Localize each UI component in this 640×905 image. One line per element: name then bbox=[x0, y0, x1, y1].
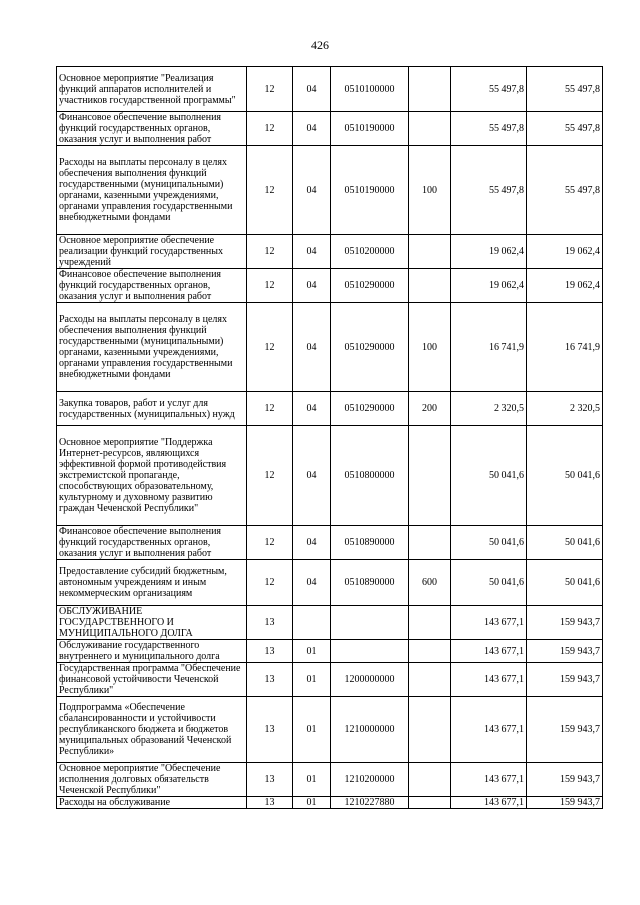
amount-year1-cell: 50 041,6 bbox=[451, 560, 527, 606]
section-code-cell: 13 bbox=[247, 640, 293, 663]
table-row bbox=[57, 426, 603, 526]
expense-type-cell: 100 bbox=[409, 303, 451, 392]
expense-type-cell: 600 bbox=[409, 560, 451, 606]
expense-type-cell bbox=[409, 426, 451, 526]
subsection-code-cell: 01 bbox=[293, 697, 331, 763]
section-code-cell: 13 bbox=[247, 663, 293, 697]
row-name-cell: Основное мероприятие обеспечение реализации функций государственных учреждений bbox=[57, 235, 247, 269]
target-article-cell bbox=[331, 640, 409, 663]
subsection-code-cell: 04 bbox=[293, 146, 331, 235]
page-number: 426 bbox=[311, 38, 329, 52]
amount-year1-cell: 55 497,8 bbox=[451, 146, 527, 235]
section-code-cell: 13 bbox=[247, 697, 293, 763]
budget-table bbox=[56, 66, 603, 809]
row-name-cell: Финансовое обеспечение выполнения функций государственных органов, оказания услуг и выполнения работ bbox=[57, 112, 247, 146]
amount-year1-cell: 50 041,6 bbox=[451, 526, 527, 560]
section-code-cell: 12 bbox=[247, 112, 293, 146]
expense-type-cell bbox=[409, 235, 451, 269]
subsection-code-cell: 04 bbox=[293, 392, 331, 426]
amount-year1-cell: 143 677,1 bbox=[451, 606, 527, 640]
target-article-cell: 0510890000 bbox=[331, 526, 409, 560]
expense-type-cell bbox=[409, 269, 451, 303]
table-row bbox=[57, 763, 603, 797]
amount-year2-cell: 159 943,7 bbox=[527, 640, 603, 663]
section-code-cell: 12 bbox=[247, 303, 293, 392]
row-name-cell: Обслуживание государственного внутреннего и муниципального долга bbox=[57, 640, 247, 663]
row-name-cell: Основное мероприятие "Реализация функций аппаратов исполнителей и участников государственной программы" bbox=[57, 67, 247, 112]
table-row bbox=[57, 606, 603, 640]
section-code-cell: 12 bbox=[247, 235, 293, 269]
amount-year2-cell: 19 062,4 bbox=[527, 235, 603, 269]
amount-year2-cell: 159 943,7 bbox=[527, 763, 603, 797]
table-row bbox=[57, 560, 603, 606]
amount-year2-cell: 159 943,7 bbox=[527, 797, 603, 809]
table-row bbox=[57, 303, 603, 392]
table-row bbox=[57, 697, 603, 763]
amount-year1-cell: 55 497,8 bbox=[451, 67, 527, 112]
section-code-cell: 13 bbox=[247, 763, 293, 797]
subsection-code-cell: 01 bbox=[293, 763, 331, 797]
target-article-cell: 0510800000 bbox=[331, 426, 409, 526]
section-code-cell: 13 bbox=[247, 797, 293, 809]
target-article-cell: 0510190000 bbox=[331, 112, 409, 146]
expense-type-cell bbox=[409, 640, 451, 663]
table-row bbox=[57, 112, 603, 146]
subsection-code-cell: 01 bbox=[293, 797, 331, 809]
subsection-code-cell: 04 bbox=[293, 560, 331, 606]
amount-year2-cell: 55 497,8 bbox=[527, 112, 603, 146]
target-article-cell: 0510100000 bbox=[331, 67, 409, 112]
section-code-cell: 12 bbox=[247, 269, 293, 303]
subsection-code-cell: 04 bbox=[293, 303, 331, 392]
target-article-cell: 1210200000 bbox=[331, 763, 409, 797]
row-name-cell: Закупка товаров, работ и услуг для государственных (муниципальных) нужд bbox=[57, 392, 247, 426]
target-article-cell: 0510200000 bbox=[331, 235, 409, 269]
expense-type-cell bbox=[409, 526, 451, 560]
subsection-code-cell: 01 bbox=[293, 663, 331, 697]
amount-year2-cell: 159 943,7 bbox=[527, 663, 603, 697]
row-name-cell: Расходы на выплаты персоналу в целях обеспечения выполнения функций государственными (муниципальными) органами, казенными учреждениями, органами управления государственными внебюджетными фондами bbox=[57, 303, 247, 392]
amount-year2-cell: 159 943,7 bbox=[527, 697, 603, 763]
expense-type-cell bbox=[409, 797, 451, 809]
section-code-cell: 12 bbox=[247, 146, 293, 235]
amount-year1-cell: 2 320,5 bbox=[451, 392, 527, 426]
section-code-cell: 12 bbox=[247, 560, 293, 606]
amount-year1-cell: 19 062,4 bbox=[451, 269, 527, 303]
expense-type-cell bbox=[409, 697, 451, 763]
table-row bbox=[57, 526, 603, 560]
amount-year1-cell: 16 741,9 bbox=[451, 303, 527, 392]
amount-year2-cell: 19 062,4 bbox=[527, 269, 603, 303]
target-article-cell: 0510290000 bbox=[331, 269, 409, 303]
subsection-code-cell: 04 bbox=[293, 235, 331, 269]
target-article-cell: 1200000000 bbox=[331, 663, 409, 697]
row-name-cell: Предоставление субсидий бюджетным, автономным учреждениям и иным некоммерческим организациям bbox=[57, 560, 247, 606]
amount-year2-cell: 55 497,8 bbox=[527, 67, 603, 112]
amount-year1-cell: 19 062,4 bbox=[451, 235, 527, 269]
table-row bbox=[57, 235, 603, 269]
target-article-cell: 0510290000 bbox=[331, 392, 409, 426]
amount-year1-cell: 50 041,6 bbox=[451, 426, 527, 526]
amount-year1-cell: 143 677,1 bbox=[451, 763, 527, 797]
amount-year1-cell: 143 677,1 bbox=[451, 663, 527, 697]
amount-year2-cell: 50 041,6 bbox=[527, 526, 603, 560]
expense-type-cell bbox=[409, 67, 451, 112]
amount-year2-cell: 16 741,9 bbox=[527, 303, 603, 392]
expense-type-cell: 200 bbox=[409, 392, 451, 426]
amount-year2-cell: 50 041,6 bbox=[527, 426, 603, 526]
amount-year2-cell: 2 320,5 bbox=[527, 392, 603, 426]
row-name-cell: Подпрограмма «Обеспечение сбалансированности и устойчивости республиканского бюджета и бюджетов муниципальных образований Чеченской Республики» bbox=[57, 697, 247, 763]
subsection-code-cell: 04 bbox=[293, 426, 331, 526]
expense-type-cell bbox=[409, 663, 451, 697]
table-row bbox=[57, 67, 603, 112]
row-name-cell: Основное мероприятие "Поддержка Интернет-ресурсов, являющихся эффективной формой противодействия экстремистской пропаганде, способствующих образовательному, культурному и духовному развитию граждан Чеченской Республики" bbox=[57, 426, 247, 526]
section-code-cell: 12 bbox=[247, 392, 293, 426]
expense-type-cell bbox=[409, 112, 451, 146]
expense-type-cell bbox=[409, 763, 451, 797]
amount-year2-cell: 159 943,7 bbox=[527, 606, 603, 640]
expense-type-cell bbox=[409, 606, 451, 640]
budget-table-body bbox=[57, 67, 603, 809]
row-name-cell: Финансовое обеспечение выполнения функций государственных органов, оказания услуг и выполнения работ bbox=[57, 269, 247, 303]
row-name-cell: ОБСЛУЖИВАНИЕ ГОСУДАРСТВЕННОГО И МУНИЦИПАЛЬНОГО ДОЛГА bbox=[57, 606, 247, 640]
row-name-cell: Расходы на выплаты персоналу в целях обеспечения выполнения функций государственными (муниципальными) органами, казенными учреждениями, органами управления государственными внебюджетными фондами bbox=[57, 146, 247, 235]
table-row bbox=[57, 269, 603, 303]
target-article-cell: 1210227880 bbox=[331, 797, 409, 809]
table-row bbox=[57, 663, 603, 697]
target-article-cell bbox=[331, 606, 409, 640]
table-row bbox=[57, 392, 603, 426]
subsection-code-cell: 04 bbox=[293, 269, 331, 303]
table-row bbox=[57, 146, 603, 235]
target-article-cell: 1210000000 bbox=[331, 697, 409, 763]
section-code-cell: 12 bbox=[247, 526, 293, 560]
target-article-cell: 0510890000 bbox=[331, 560, 409, 606]
amount-year1-cell: 143 677,1 bbox=[451, 797, 527, 809]
subsection-code-cell: 04 bbox=[293, 526, 331, 560]
amount-year2-cell: 55 497,8 bbox=[527, 146, 603, 235]
amount-year1-cell: 143 677,1 bbox=[451, 697, 527, 763]
section-code-cell: 12 bbox=[247, 426, 293, 526]
row-name-cell: Финансовое обеспечение выполнения функций государственных органов, оказания услуг и выполнения работ bbox=[57, 526, 247, 560]
amount-year1-cell: 143 677,1 bbox=[451, 640, 527, 663]
table-row bbox=[57, 640, 603, 663]
table-row bbox=[57, 797, 603, 809]
expense-type-cell: 100 bbox=[409, 146, 451, 235]
row-name-cell: Государственная программа "Обеспечение финансовой устойчивости Чеченской Республики" bbox=[57, 663, 247, 697]
target-article-cell: 0510290000 bbox=[331, 303, 409, 392]
section-code-cell: 12 bbox=[247, 67, 293, 112]
subsection-code-cell: 04 bbox=[293, 112, 331, 146]
target-article-cell: 0510190000 bbox=[331, 146, 409, 235]
amount-year2-cell: 50 041,6 bbox=[527, 560, 603, 606]
subsection-code-cell bbox=[293, 606, 331, 640]
row-name-cell: Основное мероприятие "Обеспечение исполнения долговых обязательств Чеченской Республики" bbox=[57, 763, 247, 797]
subsection-code-cell: 04 bbox=[293, 67, 331, 112]
row-name-cell: Расходы на обслуживание bbox=[57, 797, 247, 809]
section-code-cell: 13 bbox=[247, 606, 293, 640]
amount-year1-cell: 55 497,8 bbox=[451, 112, 527, 146]
subsection-code-cell: 01 bbox=[293, 640, 331, 663]
